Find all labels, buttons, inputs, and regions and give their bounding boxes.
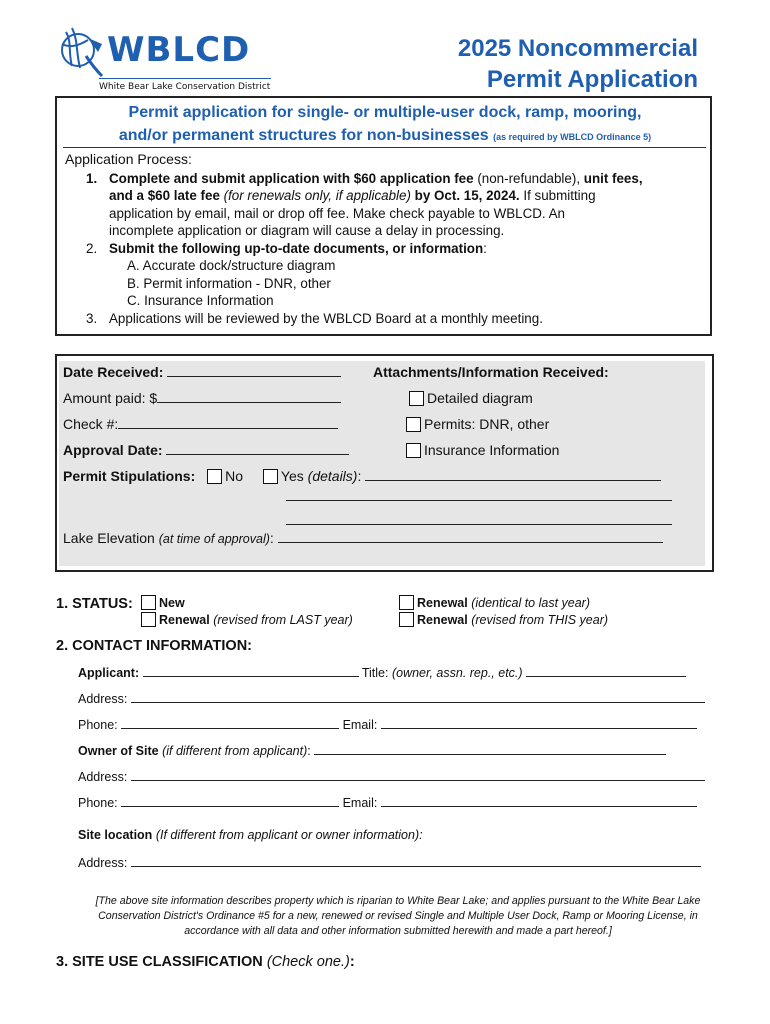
check-number-label: Check #: xyxy=(63,416,119,432)
status-renewal-last-option[interactable] xyxy=(141,612,353,627)
phone-label: Phone: xyxy=(78,718,118,732)
process-step-1 xyxy=(86,170,696,239)
applicant-label: Applicant: xyxy=(78,666,140,680)
site-location-row xyxy=(78,828,423,842)
step2-title: Submit the following up-to-date documents, or information xyxy=(109,241,484,256)
owner-address-input[interactable] xyxy=(131,768,705,781)
amount-paid-label: Amount paid: $ xyxy=(63,390,158,406)
logo-subtitle: White Bear Lake Conservation District xyxy=(99,82,271,92)
step1-unit-fees: unit fees, xyxy=(583,171,643,186)
lake-elevation-row xyxy=(63,530,663,546)
step2-colon: : xyxy=(483,241,487,256)
site-address-input[interactable] xyxy=(131,854,701,867)
site-use-colon: : xyxy=(349,954,355,970)
site-location-label: Site location xyxy=(78,828,153,842)
owner-phone-input[interactable] xyxy=(121,794,339,807)
approval-date-label: Approval Date: xyxy=(63,442,163,458)
status-renewal-this-checkbox[interactable] xyxy=(399,612,414,627)
owner-hint: (if different from applicant) xyxy=(162,744,308,758)
step1-nonrefundable: (non-refundable), xyxy=(473,171,584,186)
stipulations-colon: : xyxy=(357,468,362,484)
owner-label: Owner of Site xyxy=(78,744,159,758)
status-new-label: New xyxy=(159,596,185,610)
renewal-this-hint: (revised from THIS year) xyxy=(471,613,609,627)
lake-elevation-label: Lake Elevation xyxy=(63,530,155,546)
process-heading-line-1: Permit application for single- or multiple-user dock, ramp, mooring, xyxy=(128,104,642,121)
process-divider xyxy=(63,147,706,148)
step1-deadline: by Oct. 15, 2024. xyxy=(410,188,520,204)
title-label: Title: xyxy=(361,666,389,680)
attachments-label: Attachments/Information Received: xyxy=(373,364,609,380)
stipulations-details-hint: (details) xyxy=(307,468,358,484)
renewal-last-hint: (revised from LAST year) xyxy=(213,613,353,627)
status-section-label: 1. STATUS: xyxy=(56,596,133,612)
renewal-label: Renewal xyxy=(159,613,210,627)
title-hint: (owner, assn. rep., etc.) xyxy=(391,666,523,680)
detailed-diagram-option[interactable] xyxy=(409,390,533,406)
applicant-address-row xyxy=(78,690,705,706)
logo-wordmark: WBLCD xyxy=(107,30,251,70)
detailed-diagram-label: Detailed diagram xyxy=(427,390,533,406)
date-received-label: Date Received: xyxy=(63,364,164,380)
address-label: Address: xyxy=(78,692,128,706)
permit-stipulations-row xyxy=(63,468,661,484)
date-received-input[interactable] xyxy=(167,364,341,377)
owner-email-input[interactable] xyxy=(381,794,697,807)
step-number: 3. xyxy=(86,311,98,326)
owner-row: Owner of Site (if different from applicant): xyxy=(78,742,666,758)
lake-elevation-input[interactable] xyxy=(278,530,663,543)
document-title xyxy=(458,33,698,95)
title-line-1: 2025 Noncommercial xyxy=(457,35,698,62)
step2-item-a: A. Accurate dock/structure diagram xyxy=(127,258,336,274)
lake-elevation-colon: : xyxy=(269,530,274,546)
step1-line-4: incomplete application or diagram will cause a delay in processing. xyxy=(109,222,505,238)
stipulations-input-3[interactable] xyxy=(286,512,672,525)
renewal-label: Renewal xyxy=(417,613,468,627)
stipulations-input-1[interactable] xyxy=(365,468,661,481)
renewal-label: Renewal xyxy=(417,596,468,610)
approval-date-input[interactable] xyxy=(166,442,349,455)
amount-paid-input[interactable] xyxy=(157,390,341,403)
step-number: 2. xyxy=(86,241,98,256)
site-use-label: 3. SITE USE CLASSIFICATION xyxy=(56,954,263,970)
stipulations-no-checkbox[interactable] xyxy=(207,469,222,484)
insurance-option[interactable] xyxy=(406,442,559,458)
check-number-input[interactable] xyxy=(118,416,338,429)
ordinance-note: (as required by WBLCD Ordinance 5) xyxy=(493,132,652,142)
site-location-hint: (If different from applicant or owner information): xyxy=(155,828,423,842)
stipulations-label: Permit Stipulations: xyxy=(63,468,196,484)
step1-late-fee: and a $60 late fee xyxy=(109,188,220,204)
step1-if-submitting: If submitting xyxy=(519,188,596,204)
date-received-row xyxy=(63,364,341,380)
status-renewal-this-option[interactable] xyxy=(399,612,608,627)
status-renewal-identical-checkbox[interactable] xyxy=(399,595,414,610)
applicant-email-input[interactable] xyxy=(381,716,697,729)
logo-divider xyxy=(99,78,271,79)
process-heading-text: and/or permanent structures for non-businesses xyxy=(118,127,489,144)
step2-item-b: B. Permit information - DNR, other xyxy=(127,275,331,291)
owner-phone-row xyxy=(78,794,697,810)
owner-input[interactable] xyxy=(314,742,666,755)
step-number: 1. xyxy=(86,171,98,186)
process-step-3 xyxy=(86,310,696,327)
status-new-option[interactable] xyxy=(141,595,185,610)
permits-option[interactable] xyxy=(406,416,549,432)
step3-text: Applications will be reviewed by the WBLCD Board at a monthly meeting. xyxy=(109,311,543,326)
address-label: Address: xyxy=(78,770,128,784)
contact-section-label: 2. CONTACT INFORMATION: xyxy=(56,638,252,654)
check-number-row xyxy=(63,416,338,432)
step1-line-3: application by email, mail or drop off fee. Make check payable to WBLCD. An xyxy=(109,205,566,221)
site-address-row xyxy=(78,854,701,870)
owner-address-row xyxy=(78,768,705,784)
site-use-hint: (Check one.) xyxy=(266,954,350,970)
lake-elevation-hint: (at time of approval) xyxy=(158,532,270,546)
applicant-row xyxy=(78,664,686,680)
stipulations-no-label: No xyxy=(225,468,244,484)
insurance-label: Insurance Information xyxy=(424,442,560,458)
stipulations-input-2[interactable] xyxy=(286,488,672,501)
insurance-checkbox[interactable] xyxy=(406,443,421,458)
applicant-phone-row xyxy=(78,716,697,732)
applicant-input[interactable] xyxy=(143,664,359,677)
status-renewal-identical-option[interactable] xyxy=(399,595,590,610)
approval-date-row xyxy=(63,442,349,458)
email-label: Email: xyxy=(342,796,378,810)
permits-label: Permits: DNR, other xyxy=(424,416,550,432)
title-input[interactable] xyxy=(526,664,686,677)
address-label: Address: xyxy=(78,856,128,870)
process-heading-line-2 xyxy=(0,127,770,145)
site-use-section xyxy=(56,954,355,970)
application-process-title: Application Process: xyxy=(65,151,192,167)
permits-checkbox[interactable] xyxy=(406,417,421,432)
process-step-2 xyxy=(86,240,696,309)
title-line-2: Permit Application xyxy=(486,66,698,93)
riparian-disclaimer: [The above site information describes property which is riparian to White Bear Lake; and applies pursuant to the White Bear Lake Conservation District's Ordinance #5 for a new, renewed or revised Single and Multiple User Dock, Ramp or Mooring License, in accordance with all data and other information submitted herewith and made a part hereof.] xyxy=(95,895,701,937)
phone-label: Phone: xyxy=(78,796,118,810)
renewal-identical-hint: (identical to last year) xyxy=(471,596,591,610)
applicant-phone-input[interactable] xyxy=(121,716,339,729)
step2-item-c: C. Insurance Information xyxy=(127,292,274,308)
detailed-diagram-checkbox[interactable] xyxy=(409,391,424,406)
stipulations-yes-checkbox[interactable] xyxy=(263,469,278,484)
step1-fee-text: Complete and submit application with $60 application fee xyxy=(109,171,474,186)
step1-renewal-note: (for renewals only, if applicable) xyxy=(219,188,411,204)
applicant-address-input[interactable] xyxy=(131,690,705,703)
amount-paid-row xyxy=(63,390,341,406)
email-label: Email: xyxy=(342,718,378,732)
stipulations-yes-label: Yes xyxy=(280,468,304,484)
status-new-checkbox[interactable] xyxy=(141,595,156,610)
status-renewal-last-checkbox[interactable] xyxy=(141,612,156,627)
